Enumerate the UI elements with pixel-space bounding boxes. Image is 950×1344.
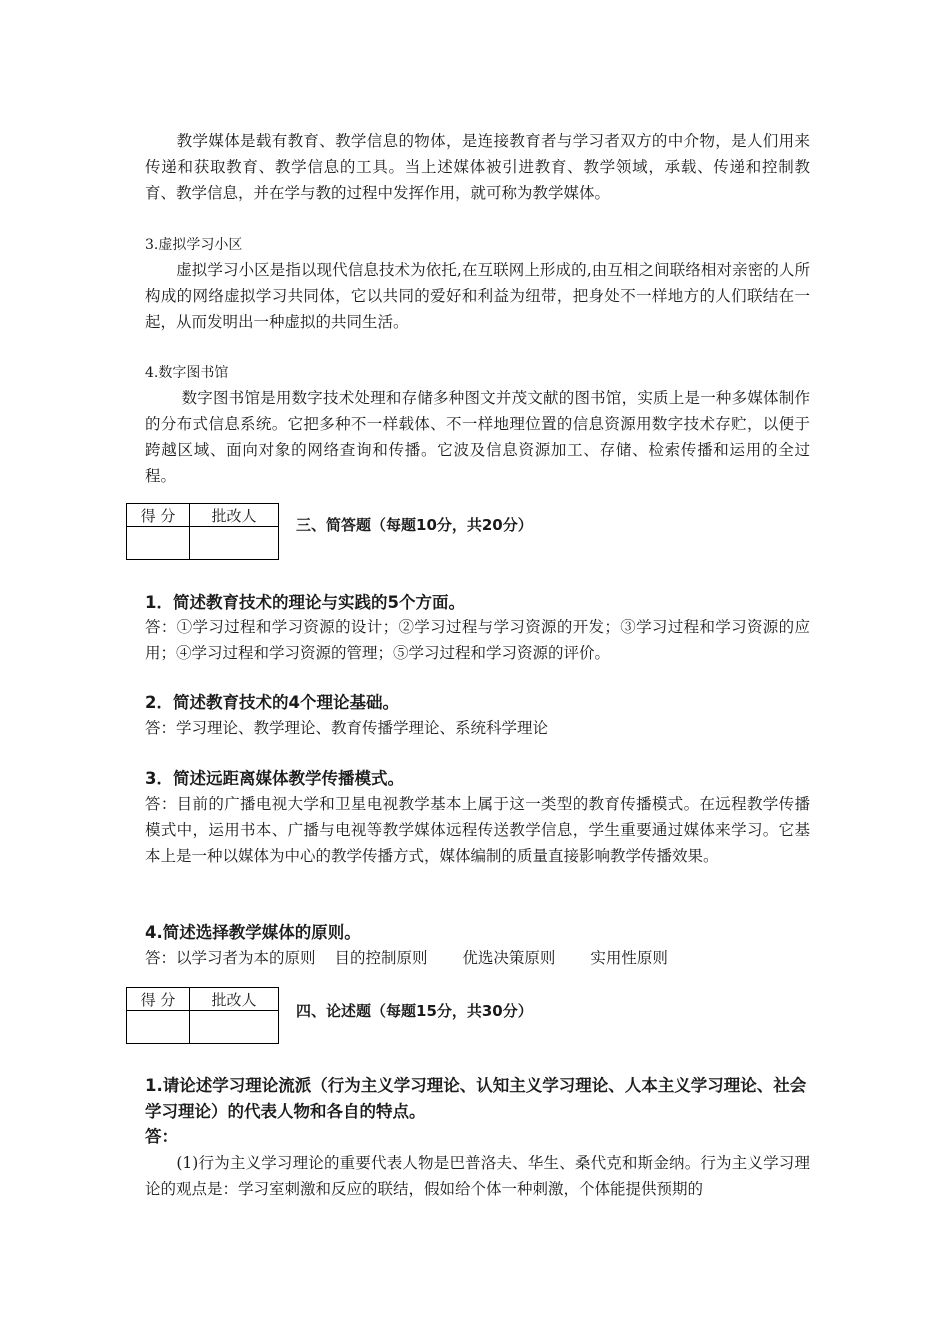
answer-3-3: 答：目前的广播电视大学和卫星电视教学基本上属于这一类型的教育传播模式。在远程教学传播模式中，运用书本、广播与电视等教学媒体远程传送教学信息，学生重要通过媒体来学习。它基本上是一种以媒体为中心的教学传播方式，媒体编制的质量直接影响教学传播效果。 (145, 795, 810, 865)
question-3-4: 4.简述选择教学媒体的原则。 (145, 923, 361, 942)
score-label: 得 分 (127, 504, 190, 527)
answer-3-2: 答：学习理论、教学理论、教育传播学理论、系统科学理论 (145, 719, 549, 737)
section3-title: 三、简答题（每题10分，共20分） (296, 516, 533, 534)
grader-cell (190, 527, 279, 560)
answer-3-4 (145, 945, 810, 971)
grader-label: 批改人 (190, 988, 279, 1011)
term3-heading: 3.虚拟学习小区 (145, 237, 243, 253)
section4-title: 四、论述题（每题15分，共30分） (296, 1002, 533, 1020)
term4-text: 数字图书馆是用数字技术处理和存储多种图文并茂文献的图书馆，实质上是一种多媒体制作的分布式信息系统。它把多种不一样载体、不一样地理位置的信息资源用数字技术存贮，以便于跨越区域、面向对象的网络查询和传播。它波及信息资源加工、存储、检索传播和运用的全过程。 (145, 389, 810, 485)
question-3-3: 3．简述远距离媒体教学传播模式。 (145, 769, 404, 788)
grader-label: 批改人 (190, 504, 279, 527)
answer-4-1: (1)行为主义学习理论的重要代表人物是巴普洛夫、华生、桑代克和斯金纳。行为主义学习理论的观点是：学习室刺激和反应的联结，假如给个体一种刺激，个体能提供预期的 (145, 1154, 810, 1198)
answer-3-4-item-1: 目的控制原则 (334, 949, 428, 967)
intro-paragraph: 教学媒体是载有教育、教学信息的物体，是连接教育者与学习者双方的中介物，是人们用来传递和获取教育、教学信息的工具。当上述媒体被引进教育、教学领域，承载、传递和控制教育、教学信息，并在学与教的过程中发挥作用，就可称为教学媒体。 (145, 132, 810, 202)
question-4-1: 1.请论述学习理论流派（行为主义学习理论、认知主义学习理论、人本主义学习理论、社会学习理论）的代表人物和各自的特点。 (145, 1076, 807, 1121)
term4-heading: 4.数字图书馆 (145, 365, 229, 381)
score-table-2 (126, 987, 279, 1044)
answer-label: 答： (145, 1127, 178, 1146)
score-cell (127, 1011, 190, 1044)
score-label: 得 分 (127, 988, 190, 1011)
answer-3-1: 答：①学习过程和学习资源的设计；②学习过程与学习资源的开发；③学习过程和学习资源的应用；④学习过程和学习资源的管理；⑤学习过程和学习资源的评价。 (145, 618, 810, 662)
term3-text: 虚拟学习小区是指以现代信息技术为依托,在互联网上形成的,由互相之间联络相对亲密的人所构成的网络虚拟学习共同体，它以共同的爱好和利益为纽带，把身处不一样地方的人们联结在一起，从而发明出一种虚拟的共同生活。 (145, 261, 810, 331)
question-3-2: 2．简述教育技术的4个理论基础。 (145, 693, 399, 712)
score-table-1 (126, 503, 279, 560)
score-cell (127, 527, 190, 560)
question-3-1: 1．简述教育技术的理论与实践的5个方面。 (145, 593, 465, 612)
answer-3-4-item-2: 优选决策原则 (462, 949, 556, 967)
answer-3-4-prefix: 答：以学习者为本的原则 (145, 949, 316, 967)
answer-3-4-item-3: 实用性原则 (590, 949, 668, 967)
grader-cell (190, 1011, 279, 1044)
